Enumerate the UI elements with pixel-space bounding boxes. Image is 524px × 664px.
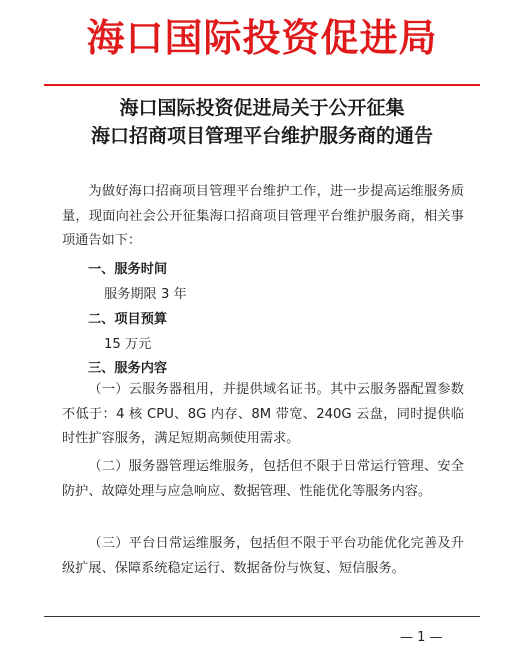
masthead-title: 海口国际投资促进局 <box>86 15 438 60</box>
service-content-paragraph-3: （三）平台日常运维服务，包括但不限于平台功能优化完善及升级扩展、保障系统稳定运行、数据备份与恢复、短信服务。 <box>62 536 464 576</box>
section-heading-service-content: 三、服务内容 <box>88 361 168 376</box>
service-content-paragraph-2: （二）服务器管理运维服务，包括但不限于日常运行管理、安全防护、故障处理与应急响应、数据管理、性能优化等服务内容。 <box>62 459 464 499</box>
document-title-line-1: 海口国际投资促进局关于公开征集 <box>119 97 405 119</box>
masthead-red-rule <box>44 84 480 86</box>
section-heading-budget: 二、项目预算 <box>88 312 168 327</box>
document-title-line-2: 海口招商项目管理平台维护服务商的通告 <box>90 125 433 147</box>
intro-paragraph: 为做好海口招商项目管理平台维护工作，进一步提高运维服务质量，现面向社会公开征集海口招商项目管理平台维护服务商，相关事项通告如下： <box>62 184 464 248</box>
budget-value: 15 万元 <box>104 337 152 352</box>
page-number: — 1 — <box>400 630 443 645</box>
section-heading-service-time: 一、服务时间 <box>88 262 168 277</box>
service-content-paragraph-1: （一）云服务器租用，并提供域名证书。其中云服务器配置参数不低于：4 核 CPU、8G 内存、8M 带宽、240G 云盘，同时提供临时性扩容服务，满足短期高频使用需求。 <box>62 382 464 446</box>
service-time-value: 服务期限 3 年 <box>104 287 187 302</box>
footer-rule <box>44 616 480 617</box>
